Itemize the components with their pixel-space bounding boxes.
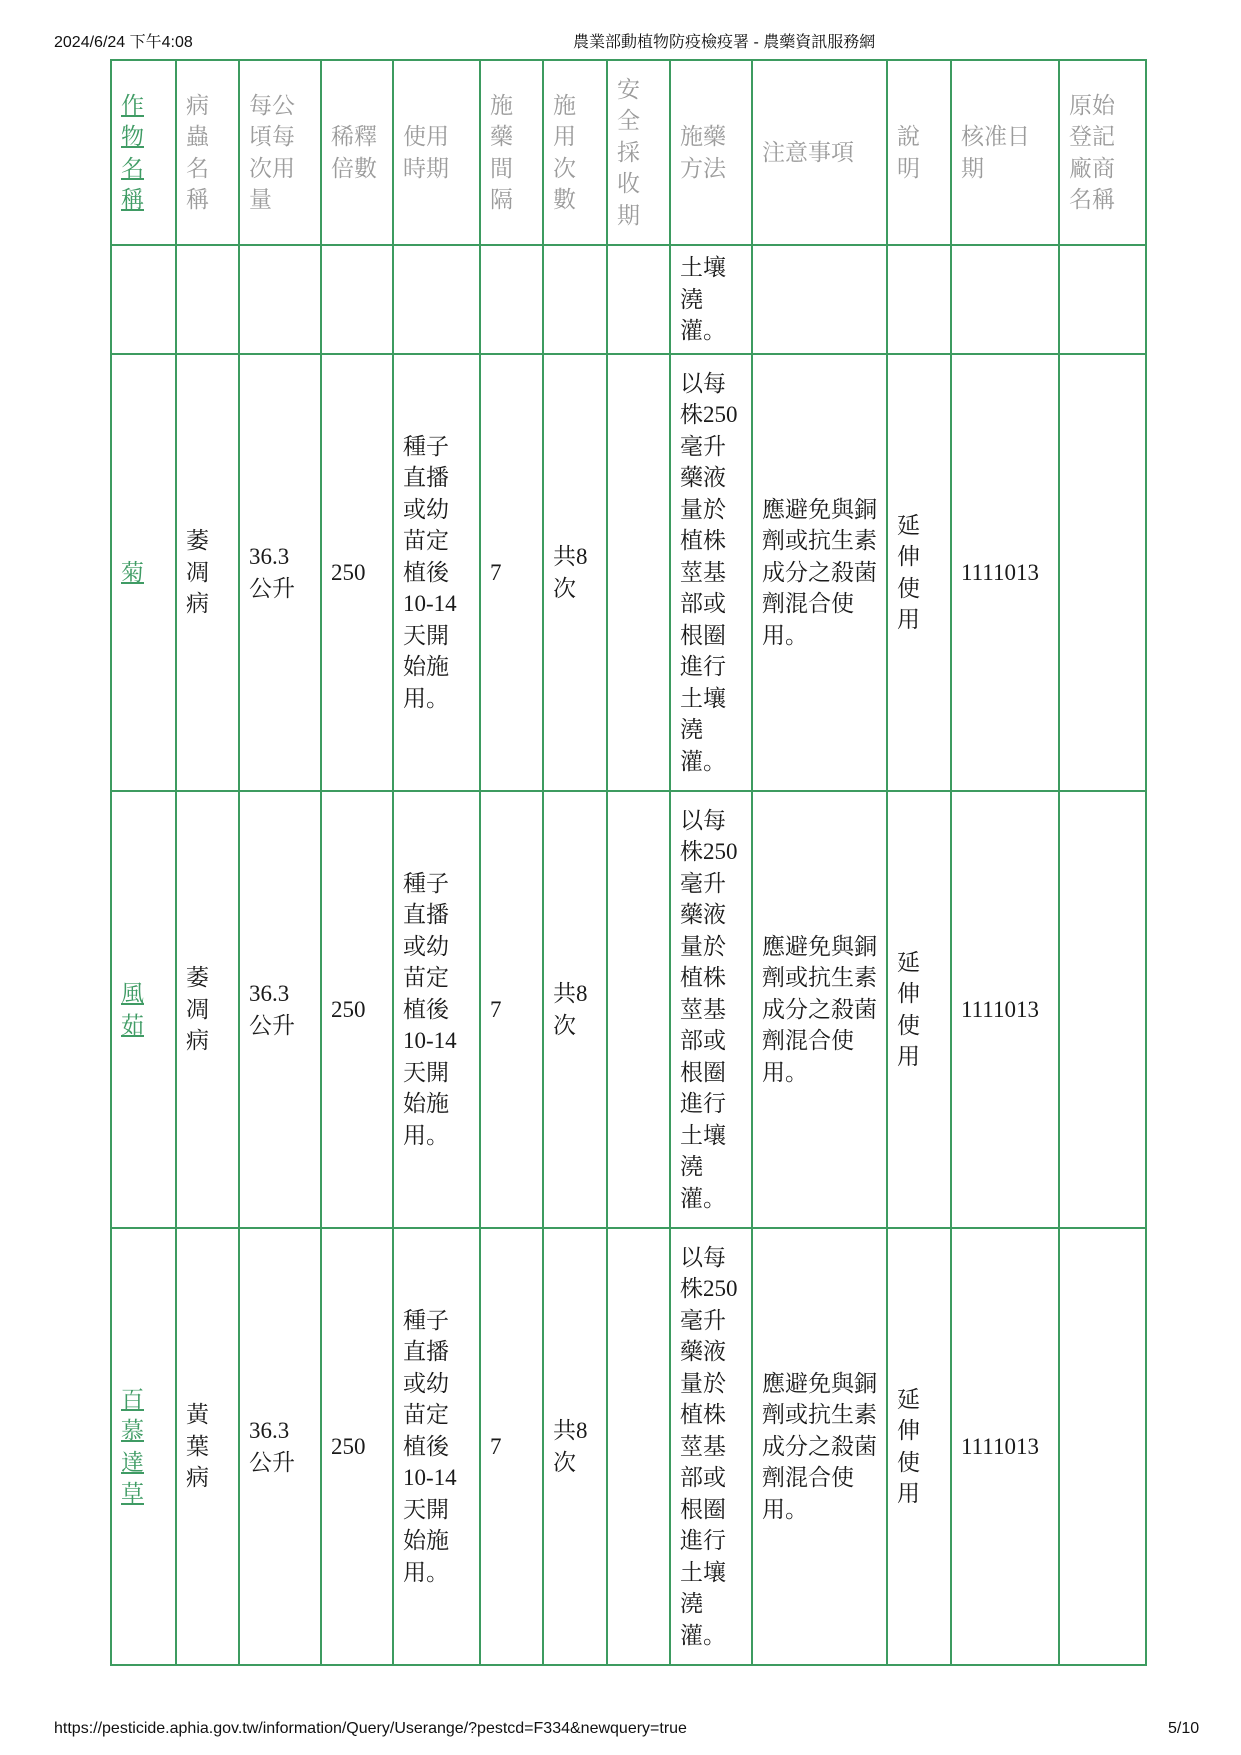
header-method bbox=[670, 60, 752, 245]
timing-cell bbox=[393, 354, 480, 791]
method-cell bbox=[670, 354, 752, 791]
times-text: 共8次 bbox=[553, 981, 588, 1038]
remark-text: 延伸使用 bbox=[897, 949, 920, 1069]
dosage-text: 36.3公升 bbox=[249, 981, 295, 1038]
pest-cell bbox=[176, 791, 239, 1228]
header-phi bbox=[607, 60, 670, 245]
print-page-number: 5/10 bbox=[1168, 1720, 1200, 1737]
times-cell bbox=[543, 354, 607, 791]
registrant-cell bbox=[1059, 245, 1146, 354]
phi-cell bbox=[607, 791, 670, 1228]
dilution-text: 250 bbox=[331, 996, 366, 1022]
header-registrant-label: 原始登記廠商名稱 bbox=[1069, 91, 1115, 212]
crop-cell bbox=[111, 1228, 176, 1665]
remark-text: 延伸使用 bbox=[897, 1386, 920, 1506]
interval-cell bbox=[480, 354, 543, 791]
dilution-cell bbox=[321, 791, 393, 1228]
method-text: 土壤澆灌。 bbox=[680, 255, 726, 344]
header-dosage-label: 每公頃每次用量 bbox=[249, 91, 295, 212]
phi-cell bbox=[607, 354, 670, 791]
interval-cell bbox=[480, 245, 543, 354]
header-dilution-label: 稀釋倍數 bbox=[331, 123, 377, 181]
crop-cell bbox=[111, 791, 176, 1228]
approved-date-text: 1111013 bbox=[961, 559, 1039, 585]
notes-text: 應避免與銅劑或抗生素成分之殺菌劑混合使用。 bbox=[762, 933, 877, 1085]
remark-cell bbox=[887, 245, 951, 354]
header-interval bbox=[480, 60, 543, 245]
notes-cell bbox=[752, 791, 887, 1228]
approved-cell bbox=[951, 1228, 1059, 1665]
header-phi-label: 安全採收期 bbox=[617, 75, 640, 228]
method-text: 以每株250毫升藥液量於植株莖基部或根圈進行土壤澆灌。 bbox=[680, 370, 738, 774]
interval-cell bbox=[480, 791, 543, 1228]
pest-text: 萎凋病 bbox=[186, 528, 209, 617]
method-cell bbox=[670, 245, 752, 354]
crop-cell bbox=[111, 354, 176, 791]
pest-cell bbox=[176, 1228, 239, 1665]
interval-text: 7 bbox=[490, 1433, 502, 1459]
dosage-text: 36.3公升 bbox=[249, 544, 295, 601]
header-times bbox=[543, 60, 607, 245]
dilution-cell bbox=[321, 1228, 393, 1665]
dosage-text: 36.3公升 bbox=[249, 1418, 295, 1475]
method-text: 以每株250毫升藥液量於植株莖基部或根圈進行土壤澆灌。 bbox=[680, 807, 738, 1211]
header-interval-label: 施藥間隔 bbox=[490, 91, 513, 212]
timing-cell bbox=[393, 791, 480, 1228]
registrant-cell bbox=[1059, 791, 1146, 1228]
dilution-text: 250 bbox=[331, 1433, 366, 1459]
header-approved-label: 核准日期 bbox=[961, 123, 1030, 181]
remark-cell bbox=[887, 354, 951, 791]
notes-text: 應避免與銅劑或抗生素成分之殺菌劑混合使用。 bbox=[762, 496, 877, 648]
header-remark-label: 說明 bbox=[897, 123, 920, 181]
crop-link[interactable]: 菊 bbox=[121, 559, 144, 585]
timing-cell bbox=[393, 1228, 480, 1665]
header-dosage bbox=[239, 60, 321, 245]
header-pest-label: 病蟲名稱 bbox=[186, 91, 209, 212]
notes-cell bbox=[752, 1228, 887, 1665]
print-page-url: https://pesticide.aphia.gov.tw/information/Query/Userange/?pestcd=F334&newquery=true bbox=[54, 1720, 687, 1737]
sort-by-crop-link[interactable]: 作物名稱 bbox=[121, 91, 144, 212]
times-cell bbox=[543, 245, 607, 354]
times-cell bbox=[543, 791, 607, 1228]
header-notes-label: 注意事項 bbox=[762, 138, 854, 165]
approved-cell bbox=[951, 354, 1059, 791]
dosage-cell bbox=[239, 354, 321, 791]
header-approved bbox=[951, 60, 1059, 245]
times-text: 共8次 bbox=[553, 1418, 588, 1475]
approved-cell bbox=[951, 245, 1059, 354]
timing-cell bbox=[393, 245, 480, 354]
dosage-cell bbox=[239, 1228, 321, 1665]
table-row bbox=[111, 1228, 1146, 1665]
header-timing-label: 使用時期 bbox=[403, 123, 449, 181]
header-dilution bbox=[321, 60, 393, 245]
table-row bbox=[111, 354, 1146, 791]
phi-cell bbox=[607, 245, 670, 354]
remark-cell bbox=[887, 791, 951, 1228]
interval-text: 7 bbox=[490, 559, 502, 585]
print-datetime: 2024/6/24 下午4:08 bbox=[54, 34, 193, 51]
method-text: 以每株250毫升藥液量於植株莖基部或根圈進行土壤澆灌。 bbox=[680, 1244, 738, 1648]
timing-text: 種子直播或幼苗定植後10-14天開始施用。 bbox=[403, 870, 457, 1148]
header-times-label: 施用次數 bbox=[553, 91, 576, 212]
approved-date-text: 1111013 bbox=[961, 1433, 1039, 1459]
pest-cell bbox=[176, 245, 239, 354]
table-header-row bbox=[111, 60, 1146, 245]
header-method-label: 施藥方法 bbox=[680, 123, 726, 181]
header-notes bbox=[752, 60, 887, 245]
method-cell bbox=[670, 791, 752, 1228]
times-cell bbox=[543, 1228, 607, 1665]
notes-cell bbox=[752, 354, 887, 791]
table-row bbox=[111, 245, 1146, 354]
times-text: 共8次 bbox=[553, 544, 588, 601]
crop-link[interactable]: 風茹 bbox=[121, 981, 144, 1038]
header-registrant bbox=[1059, 60, 1146, 245]
registrant-cell bbox=[1059, 1228, 1146, 1665]
timing-text: 種子直播或幼苗定植後10-14天開始施用。 bbox=[403, 433, 457, 711]
table-row bbox=[111, 791, 1146, 1228]
remark-cell bbox=[887, 1228, 951, 1665]
print-page-title: 農業部動植物防疫檢疫署 - 農藥資訊服務網 bbox=[573, 34, 876, 51]
timing-text: 種子直播或幼苗定植後10-14天開始施用。 bbox=[403, 1307, 457, 1585]
crop-cell bbox=[111, 245, 176, 354]
pest-cell bbox=[176, 354, 239, 791]
usage-range-table bbox=[110, 59, 1147, 1666]
header-remark bbox=[887, 60, 951, 245]
dilution-text: 250 bbox=[331, 559, 366, 585]
header-crop bbox=[111, 60, 176, 245]
dosage-cell bbox=[239, 245, 321, 354]
phi-cell bbox=[607, 1228, 670, 1665]
method-cell bbox=[670, 1228, 752, 1665]
header-pest bbox=[176, 60, 239, 245]
dosage-cell bbox=[239, 791, 321, 1228]
dilution-cell bbox=[321, 245, 393, 354]
notes-cell bbox=[752, 245, 887, 354]
approved-cell bbox=[951, 791, 1059, 1228]
pest-text: 黃葉病 bbox=[186, 1402, 209, 1491]
interval-cell bbox=[480, 1228, 543, 1665]
remark-text: 延伸使用 bbox=[897, 512, 920, 632]
approved-date-text: 1111013 bbox=[961, 996, 1039, 1022]
header-timing bbox=[393, 60, 480, 245]
notes-text: 應避免與銅劑或抗生素成分之殺菌劑混合使用。 bbox=[762, 1370, 877, 1522]
crop-link[interactable]: 百慕達草 bbox=[121, 1386, 144, 1506]
interval-text: 7 bbox=[490, 996, 502, 1022]
pest-text: 萎凋病 bbox=[186, 965, 209, 1054]
registrant-cell bbox=[1059, 354, 1146, 791]
dilution-cell bbox=[321, 354, 393, 791]
